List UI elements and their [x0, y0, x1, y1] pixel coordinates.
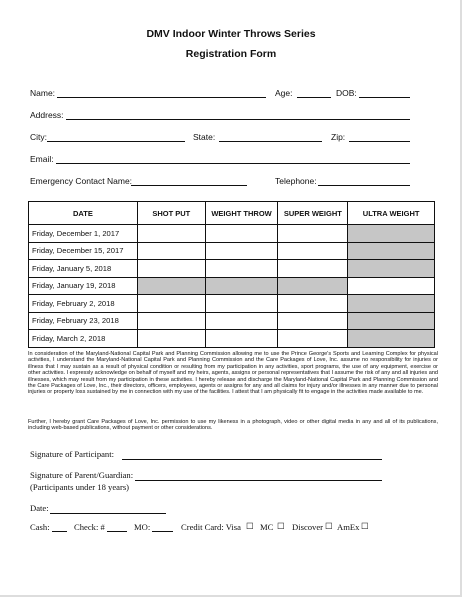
weight-throw-cell[interactable]: [205, 260, 278, 278]
weight-throw-cell[interactable]: [205, 242, 278, 260]
table-header-row: [29, 202, 435, 225]
zip-field[interactable]: [349, 141, 410, 142]
discover-label: Discover: [292, 522, 324, 532]
shot-put-cell[interactable]: [137, 312, 205, 330]
dob-label: DOB:: [336, 88, 357, 98]
date-label: Date:: [30, 503, 49, 513]
table-row: [29, 260, 435, 278]
participant-signature-label: Signature of Participant:: [30, 449, 115, 459]
amex-label: AmEx: [337, 522, 360, 532]
date-line[interactable]: [50, 513, 166, 514]
cash-field[interactable]: [52, 531, 67, 532]
table-row: [29, 277, 435, 295]
super-weight-cell[interactable]: [278, 295, 348, 313]
col-header-date: DATE: [29, 202, 138, 225]
super-weight-cell[interactable]: [278, 242, 348, 260]
address-field[interactable]: [66, 119, 410, 120]
emergency-contact-label: Emergency Contact Name:: [30, 176, 133, 186]
parent-signature-line[interactable]: [135, 480, 382, 481]
table-row: [29, 242, 435, 260]
date-cell: Friday, January 19, 2018: [29, 277, 138, 295]
weight-throw-cell[interactable]: [205, 312, 278, 330]
weight-throw-cell[interactable]: [205, 295, 278, 313]
state-label: State:: [193, 132, 216, 142]
ultra-weight-cell[interactable]: [348, 277, 435, 295]
super-weight-cell[interactable]: [278, 260, 348, 278]
visa-checkbox-icon[interactable]: ☐: [246, 521, 254, 531]
shot-put-cell[interactable]: [137, 225, 205, 243]
date-cell: Friday, February 23, 2018: [29, 312, 138, 330]
telephone-field[interactable]: [318, 185, 410, 186]
table-row: [29, 225, 435, 243]
discover-checkbox-icon[interactable]: ☐: [325, 521, 333, 531]
form-subtitle: Registration Form: [185, 48, 277, 60]
ultra-weight-cell-unavailable: [348, 295, 435, 313]
shot-put-cell[interactable]: [137, 330, 205, 348]
state-field[interactable]: [219, 141, 322, 142]
address-label: Address:: [30, 110, 64, 120]
city-label: City:: [30, 132, 47, 142]
media-release-text: Further, I hereby grant Care Packages of Love, Inc. permission to use my likeness in a photograph, video or other digital media in any and all of its publications, including web-based publications, without payment or other considerations.: [28, 419, 438, 432]
email-field[interactable]: [56, 163, 410, 164]
form-title: DMV Indoor Winter Throws Series: [146, 28, 316, 40]
participant-signature-line[interactable]: [122, 459, 382, 460]
table-row: [29, 312, 435, 330]
age-field[interactable]: [297, 97, 331, 98]
parent-signature-note: (Participants under 18 years): [30, 482, 130, 492]
date-cell: Friday, January 5, 2018: [29, 260, 138, 278]
date-cell: Friday, February 2, 2018: [29, 295, 138, 313]
date-cell: Friday, December 15, 2017: [29, 242, 138, 260]
ultra-weight-cell-unavailable: [348, 312, 435, 330]
event-schedule-table: [28, 201, 435, 348]
zip-label: Zip:: [331, 132, 346, 142]
super-weight-cell-unavailable: [278, 277, 348, 295]
super-weight-cell[interactable]: [278, 225, 348, 243]
email-label: Email:: [30, 154, 54, 164]
dob-field[interactable]: [359, 97, 410, 98]
weight-throw-cell[interactable]: [205, 225, 278, 243]
ultra-weight-cell-unavailable: [348, 242, 435, 260]
shot-put-cell[interactable]: [137, 295, 205, 313]
col-header-ultra-weight: ULTRA WEIGHT: [348, 202, 435, 225]
name-field[interactable]: [57, 97, 266, 98]
amex-checkbox-icon[interactable]: ☐: [361, 521, 369, 531]
shot-put-cell-unavailable: [137, 277, 205, 295]
weight-throw-cell[interactable]: [205, 330, 278, 348]
check-label: Check: #: [74, 522, 105, 532]
weight-throw-cell-unavailable: [205, 277, 278, 295]
emergency-contact-field[interactable]: [131, 185, 247, 186]
date-cell: Friday, March 2, 2018: [29, 330, 138, 348]
money-order-field[interactable]: [152, 531, 173, 532]
cash-label: Cash:: [30, 522, 50, 532]
col-header-super-weight: SUPER WEIGHT: [278, 202, 348, 225]
ultra-weight-cell-unavailable: [348, 260, 435, 278]
table-row: [29, 295, 435, 313]
shot-put-cell[interactable]: [137, 242, 205, 260]
ultra-weight-cell-unavailable: [348, 330, 435, 348]
mastercard-label: MC: [260, 522, 274, 532]
shot-put-cell[interactable]: [137, 260, 205, 278]
ultra-weight-cell-unavailable: [348, 225, 435, 243]
mastercard-checkbox-icon[interactable]: ☐: [277, 521, 285, 531]
col-header-shot-put: SHOT PUT: [137, 202, 205, 225]
super-weight-cell[interactable]: [278, 330, 348, 348]
name-label: Name:: [30, 88, 56, 98]
table-row: [29, 330, 435, 348]
telephone-label: Telephone:: [275, 176, 317, 186]
age-label: Age:: [275, 88, 293, 98]
parent-signature-label: Signature of Parent/Guardian:: [30, 470, 134, 480]
liability-waiver-text: In consideration of the Maryland-National Capital Park and Planning Commission allowing me to use the Prince George's Sports and Learning Complex for physical activities, I understand the Maryland-National Capital Park and Planning Commission and the Care Packages of Love, Inc. assume no responsibility for injuries or illness that I may sustain as a result of physical condition or resulting from my participation in any activities, sport programs, the use of any equipment, exercise or other activities. I expressly acknowledge on behalf of myself and my heirs, agents, assigns or personal representatives that I assume the risk of any and all injuries and illnesses, which may result from my participation in these activities. I hereby release and discharge the Maryland-National Capital Park and Planning Commission and the Care Packages of Love, Inc., their directors, officers, employees, agents or assigns for any and all claims for injury and/or illnesses in any manner due to personal injuries or property loss sustained by me in connection with my use of the facilities. I attest that I am physically fit to engage in the activities made available to me.: [28, 351, 438, 396]
city-field[interactable]: [47, 141, 185, 142]
check-number-field[interactable]: [107, 531, 127, 532]
credit-card-visa-label: Credit Card: Visa: [181, 522, 241, 532]
col-header-weight-throw: WEIGHT THROW: [205, 202, 278, 225]
super-weight-cell[interactable]: [278, 312, 348, 330]
date-cell: Friday, December 1, 2017: [29, 225, 138, 243]
money-order-label: MO:: [134, 522, 151, 532]
